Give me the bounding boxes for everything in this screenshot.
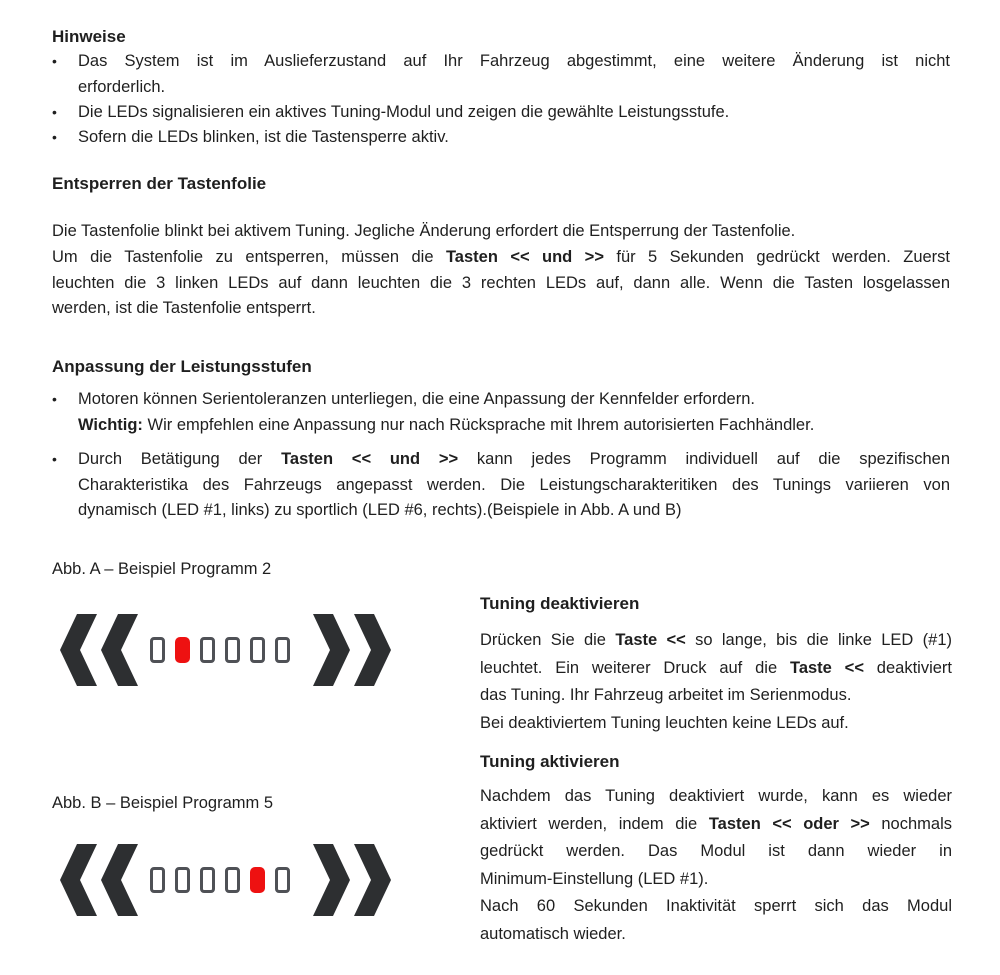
text-line	[78, 75, 950, 101]
bullet-marker: •	[52, 451, 57, 467]
section-heading-anpassung: Anpassung der Leistungsstufen	[52, 357, 312, 376]
text-segment: erforderlich.	[78, 77, 166, 96]
text-segment: Das System ist im Auslieferzustand auf Ihr Fahrzeug abgestimmt, eine weitere Änderung ist nicht	[78, 52, 950, 70]
chevron-left-icon	[60, 614, 138, 686]
chevron-right-icon	[313, 844, 391, 916]
hinweise-bullet-1	[52, 49, 950, 100]
text-segment: leuchtet. Ein weiterer Druck auf die	[480, 658, 790, 677]
text-segment: Charakteristika des Fahrzeugs angepasst werden. Die Leistungscharakteritiken des Tunings variieren von	[78, 475, 950, 494]
text-segment: nochmals	[869, 814, 952, 833]
anpassung-bullet-2	[52, 447, 950, 524]
instructions-column	[480, 593, 952, 971]
led-6	[275, 867, 290, 893]
text-line: Sofern die LEDs blinken, ist die Tastensperre aktiv.	[78, 128, 449, 146]
entsperren-paragraph	[52, 245, 950, 322]
led-4	[225, 637, 240, 663]
text-segment: das Tuning. Ihr Fahrzeug arbeitet im Serienmodus.	[480, 686, 852, 704]
led-panel-figure-b	[60, 844, 391, 916]
activate-timeout-paragraph	[480, 893, 952, 948]
chevron-left-icon	[60, 844, 138, 916]
text-segment: gedrückt werden. Das Modul ist dann wieder in	[480, 842, 952, 860]
bullet-text	[78, 387, 950, 438]
figure-b-caption: Abb. B – Beispiel Programm 5	[52, 794, 274, 812]
text-line	[78, 498, 950, 524]
led-6	[275, 637, 290, 663]
text-segment: Minimum-Einstellung (LED #1).	[480, 869, 709, 888]
bold-text: Tasten << und >>	[445, 248, 604, 266]
text-line	[52, 245, 950, 271]
text-line: Die Tastenfolie blinkt bei aktivem Tuning. Jegliche Änderung erfordert die Entsperrung der Tastenfolie.	[52, 222, 796, 240]
examples-section	[52, 556, 950, 971]
activate-paragraph	[480, 783, 952, 893]
bullet-text	[78, 447, 950, 524]
led-1	[150, 637, 165, 663]
text-line	[480, 682, 952, 710]
text-line	[52, 296, 950, 322]
led-3	[200, 867, 215, 893]
led-2	[175, 867, 190, 893]
text-line	[480, 838, 952, 866]
text-segment: Drücken Sie die	[480, 631, 616, 649]
text-line	[78, 387, 950, 413]
led-3	[200, 637, 215, 663]
text-line	[78, 447, 950, 473]
led-5	[250, 637, 265, 663]
text-segment: Durch Betätigung der	[78, 450, 282, 468]
figure-a-caption: Abb. A – Beispiel Programm 2	[52, 560, 272, 578]
text-line	[480, 866, 952, 894]
page-content	[52, 0, 950, 975]
heading-tuning-deaktivieren: Tuning deaktivieren	[480, 594, 640, 613]
text-line	[480, 893, 952, 921]
text-segment: deaktiviert	[863, 658, 952, 677]
text-line: Die LEDs signalisieren ein aktives Tuning-Modul und zeigen die gewählte Leistungsstufe.	[78, 103, 730, 121]
figure-column	[52, 556, 487, 971]
bullet-text	[78, 100, 950, 126]
bullet-marker: •	[52, 391, 57, 407]
text-segment: kann jedes Programm individuell auf die spezifischen	[458, 450, 950, 468]
text-segment: Nachdem das Tuning deaktiviert wurde, kann es wieder	[480, 787, 952, 805]
led-row	[150, 637, 290, 663]
text-line	[78, 473, 950, 499]
led-2-active	[175, 637, 190, 663]
bullet-marker: •	[52, 104, 57, 120]
bold-text: Wichtig:	[78, 415, 143, 434]
text-segment: leuchten die 3 linken LEDs auf dann leuchten die 3 rechten LEDs auf, dann alle. Wenn die Tasten losgelassen	[52, 273, 950, 292]
led-4	[225, 867, 240, 893]
chevron-right-icon	[313, 614, 391, 686]
bold-text: Taste <<	[615, 631, 686, 649]
text-line	[480, 627, 952, 655]
deactivate-note	[480, 710, 952, 738]
text-line	[52, 271, 950, 297]
anpassung-bullet-1	[52, 387, 950, 438]
text-segment: so lange, bis die linke LED (#1)	[685, 631, 952, 649]
bold-text: Tasten << oder >>	[708, 814, 870, 833]
bullet-text	[78, 125, 950, 151]
entsperren-intro	[52, 219, 950, 245]
text-segment: werden, ist die Tastenfolie entsperrt.	[52, 299, 316, 317]
text-segment: Nach 60 Sekunden Inaktivität sperrt sich das Modul	[480, 897, 952, 915]
text-segment: automatisch wieder.	[480, 924, 626, 943]
bold-text: Taste <<	[789, 658, 864, 677]
bullet-marker: •	[52, 53, 57, 69]
text-line	[78, 413, 950, 439]
hinweise-bullet-3	[52, 125, 950, 151]
led-5-active	[250, 867, 265, 893]
deactivate-paragraph	[480, 627, 952, 710]
text-segment: Um die Tastenfolie zu entsperren, müssen die	[52, 248, 446, 266]
text-segment: aktiviert werden, indem die	[480, 814, 709, 833]
led-row	[150, 867, 290, 893]
text-line	[480, 811, 952, 839]
bold-text: Tasten << und >>	[281, 450, 459, 468]
section-heading-hinweise: Hinweise	[52, 27, 126, 46]
text-line	[480, 655, 952, 683]
text-line	[78, 49, 950, 75]
led-panel-figure-a	[60, 614, 391, 686]
text-segment: Wir empfehlen eine Anpassung nur nach Rücksprache mit Ihrem autorisierten Fachhändler.	[142, 415, 815, 434]
bullet-text	[78, 49, 950, 100]
hinweise-bullet-2	[52, 100, 950, 126]
text-segment: dynamisch (LED #1, links) zu sportlich (LED #6, rechts).(Beispiele in Abb. A und B)	[78, 501, 682, 519]
heading-tuning-aktivieren: Tuning aktivieren	[480, 752, 620, 771]
text-segment: für 5 Sekunden gedrückt werden. Zuerst	[603, 248, 950, 266]
text-segment: Motoren können Serientoleranzen unterliegen, die eine Anpassung der Kennfelder erfordern.	[78, 390, 755, 408]
bullet-marker: •	[52, 129, 57, 145]
text-line	[480, 921, 952, 949]
text-line: Bei deaktiviertem Tuning leuchten keine LEDs auf.	[480, 714, 849, 732]
section-heading-entsperren: Entsperren der Tastenfolie	[52, 174, 267, 193]
text-line	[480, 783, 952, 811]
led-1	[150, 867, 165, 893]
